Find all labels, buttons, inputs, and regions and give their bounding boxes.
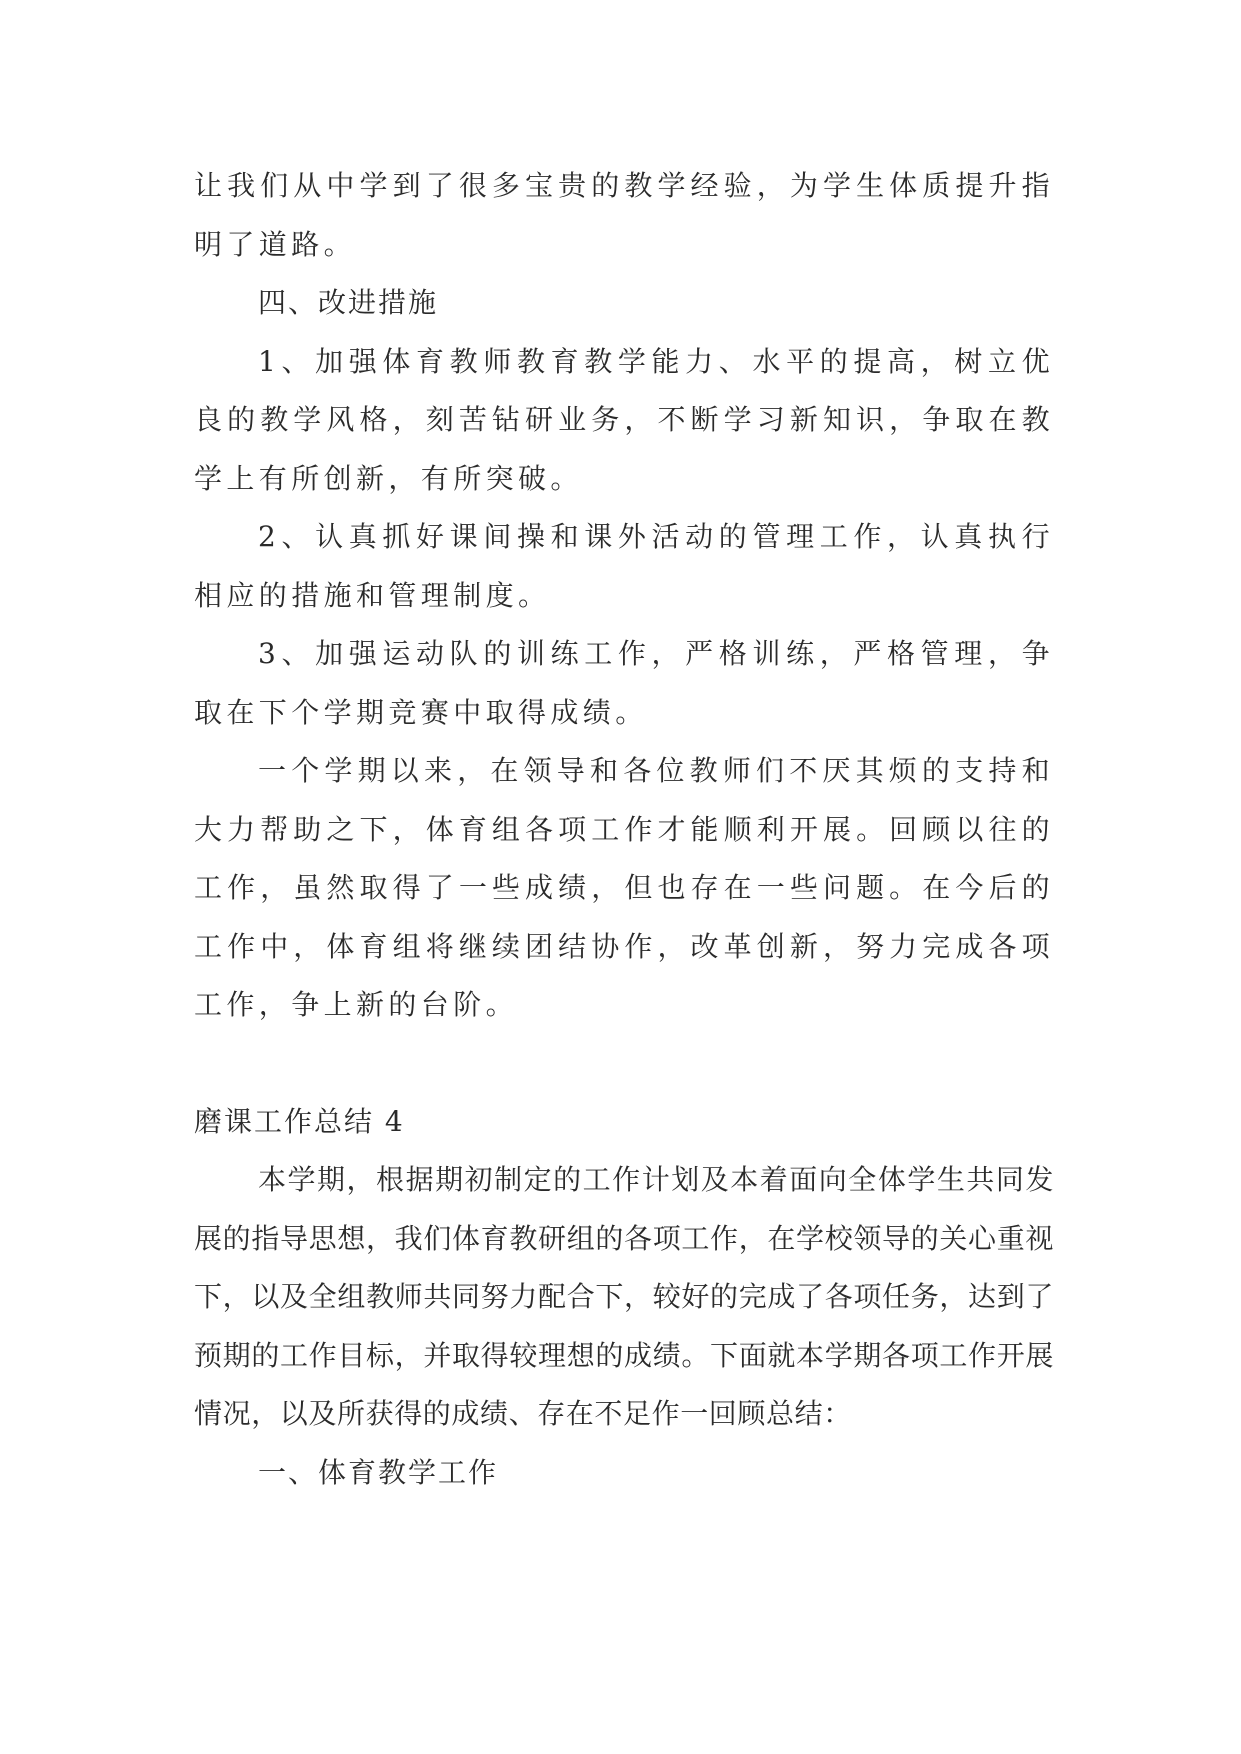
- paragraph-measure-1: 1、加强体育教师教育教学能力、水平的提高，树立优良的教学风格，刻苦钻研业务，不断学习新知识，争取在教学上有所创新，有所突破。: [194, 344, 1054, 495]
- paragraph-measure-2: 2、认真抓好课间操和课外活动的管理工作，认真执行相应的措施和管理制度。: [194, 520, 1054, 612]
- paragraph-continuation: 让我们从中学到了很多宝贵的教学经验，为学生体质提升指明了道路。: [194, 169, 1054, 261]
- document-body: [194, 157, 1054, 1502]
- paragraph-intro: 本学期，根据期初制定的工作计划及本着面向全体学生共同发展的指导思想，我们体育教研组的各项工作，在学校领导的关心重视下，以及全组教师共同努力配合下，较好的完成了各项任务，达到了预期的工作目标，并取得较理想的成绩。下面就本学期各项工作开展情况，以及所获得的成绩、存在不足作一回顾总结：: [194, 1163, 1054, 1430]
- heading-improvement-measures: 四、改进措施: [258, 286, 439, 319]
- heading-pe-teaching: 一、体育教学工作: [258, 1455, 499, 1489]
- paragraph-measure-3: 3、加强运动队的训练工作，严格训练，严格管理，争取在下个学期竞赛中取得成绩。: [194, 637, 1054, 729]
- section-title: 磨课工作总结 4: [194, 1104, 405, 1138]
- paragraph-conclusion: 一个学期以来，在领导和各位教师们不厌其烦的支持和大力帮助之下，体育组各项工作才能顺利开展。回顾以往的工作，虽然取得了一些成绩，但也存在一些问题。在今后的工作中，体育组将继续团结协作，改革创新，努力完成各项工作，争上新的台阶。: [194, 754, 1054, 1021]
